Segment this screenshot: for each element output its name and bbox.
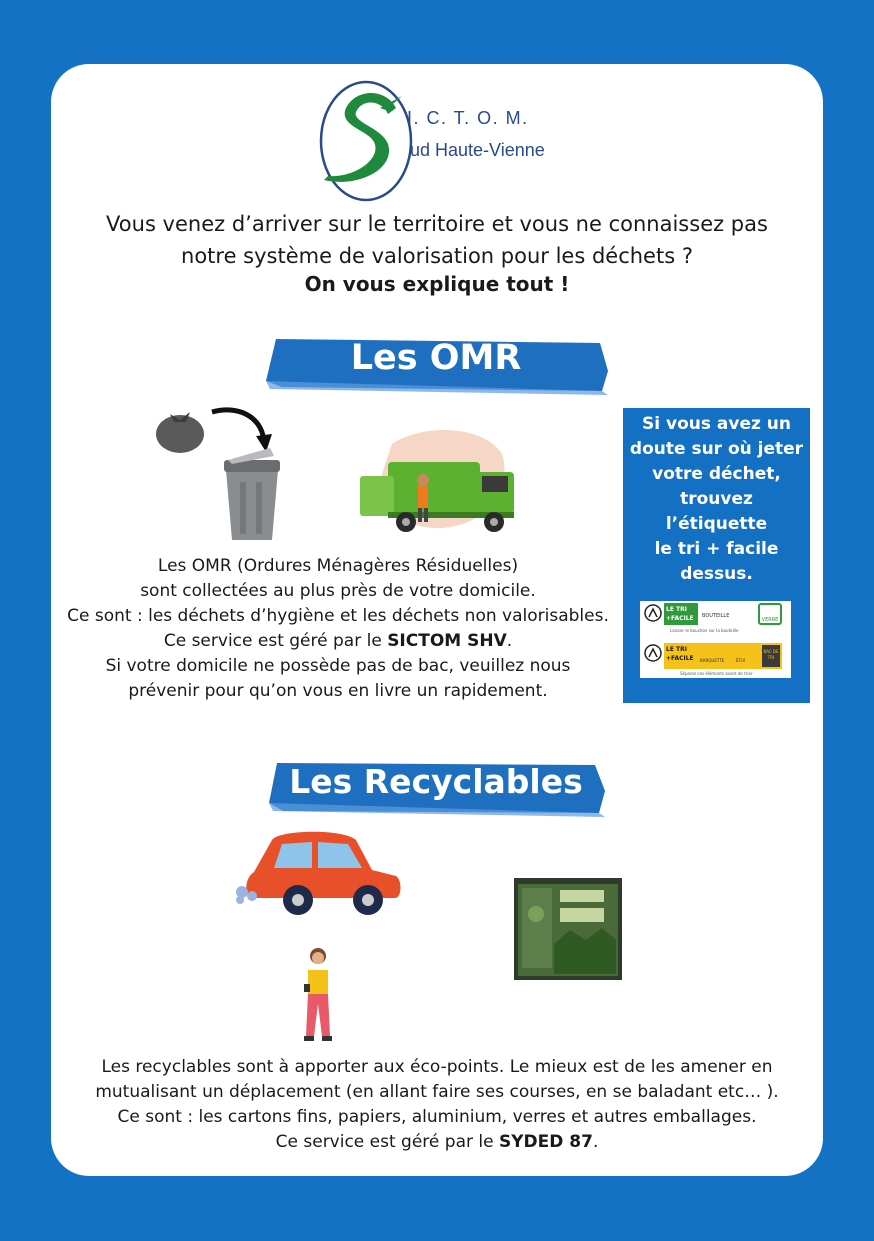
omr-line-5: Si votre domicile ne possède pas de bac, veuillez nous <box>105 656 571 676</box>
eco-point-container-icon <box>510 874 626 984</box>
recyclables-description <box>60 1055 814 1155</box>
logo-mark-icon <box>316 78 416 204</box>
tri-facile-labels <box>640 601 791 678</box>
triman-icon <box>644 644 662 662</box>
garbage-truck-icon <box>352 424 520 534</box>
tri-facile-info-box <box>623 408 810 703</box>
recyclables-line-2: mutualisant un déplacement (en allant faire ses courses, en se baladant etc… ). <box>95 1082 779 1102</box>
tri-facile-badge: LE TRI +FACILE <box>664 603 698 625</box>
recyclables-line-1: Les recyclables sont à apporter aux éco-points. Le mieux est de les amener en <box>101 1057 773 1077</box>
walking-woman-icon <box>296 944 340 1044</box>
recyclables-line-3: Ce sont : les cartons fins, papiers, aluminium, verres et autres emballages. <box>117 1107 757 1127</box>
tri-facile-label-glass: LE TRI +FACILE BOUTEILLE VERRE Laisser le bouchon sur la bouteille <box>640 601 791 637</box>
triman-icon <box>644 604 662 622</box>
intro-text <box>80 208 794 272</box>
tri-facile-label-packaging: LE TRI +FACILE BARQUETTE ÉTUI BAC DE TRI Séparez ces éléments avant de trier <box>640 640 791 678</box>
omr-line-2: sont collectées au plus près de votre domicile. <box>140 581 536 601</box>
recyclables-title: Les Recyclables <box>289 762 583 801</box>
trash-bag-bin-icon <box>152 404 284 544</box>
tri-facile-info-text: Si vous avez un doute sur où jeter votre déchet, trouvez l’étiquette le tri + facile dessus. <box>629 414 804 584</box>
glass-bin-icon: VERRE <box>758 603 782 625</box>
tri-facile-badge: LE TRI +FACILE <box>666 646 694 662</box>
intro-line-1: Vous venez d’arriver sur le territoire et vous ne connaissez pas <box>106 212 768 236</box>
car-icon <box>232 826 404 920</box>
omr-description <box>60 554 616 704</box>
omr-line-6: prévenir pour qu’on vous en livre un rapidement. <box>128 681 548 701</box>
recyclables-service-line: Ce service est géré par le SYDED 87. <box>275 1132 599 1152</box>
recyclables-service-org: SYDED 87 <box>498 1132 593 1152</box>
sorting-bin-icon: BAC DE TRI <box>762 645 780 667</box>
logo-line-1: I. C. T. O. M. <box>407 108 529 128</box>
intro-line-2: notre système de valorisation pour les déchets ? <box>181 244 693 268</box>
omr-title: Les OMR <box>350 338 522 378</box>
omr-service-line: Ce service est géré par le SICTOM SHV. <box>163 631 513 651</box>
omr-line-3: Ce sont : les déchets d’hygiène et les déchets non valorisables. <box>67 606 609 626</box>
intro-bold: On vous explique tout ! <box>304 272 570 296</box>
logo-line-2: ud Haute-Vienne <box>410 140 545 160</box>
omr-service-org: SICTOM SHV <box>387 631 507 651</box>
omr-line-1: Les OMR (Ordures Ménagères Résiduelles) <box>157 556 519 576</box>
